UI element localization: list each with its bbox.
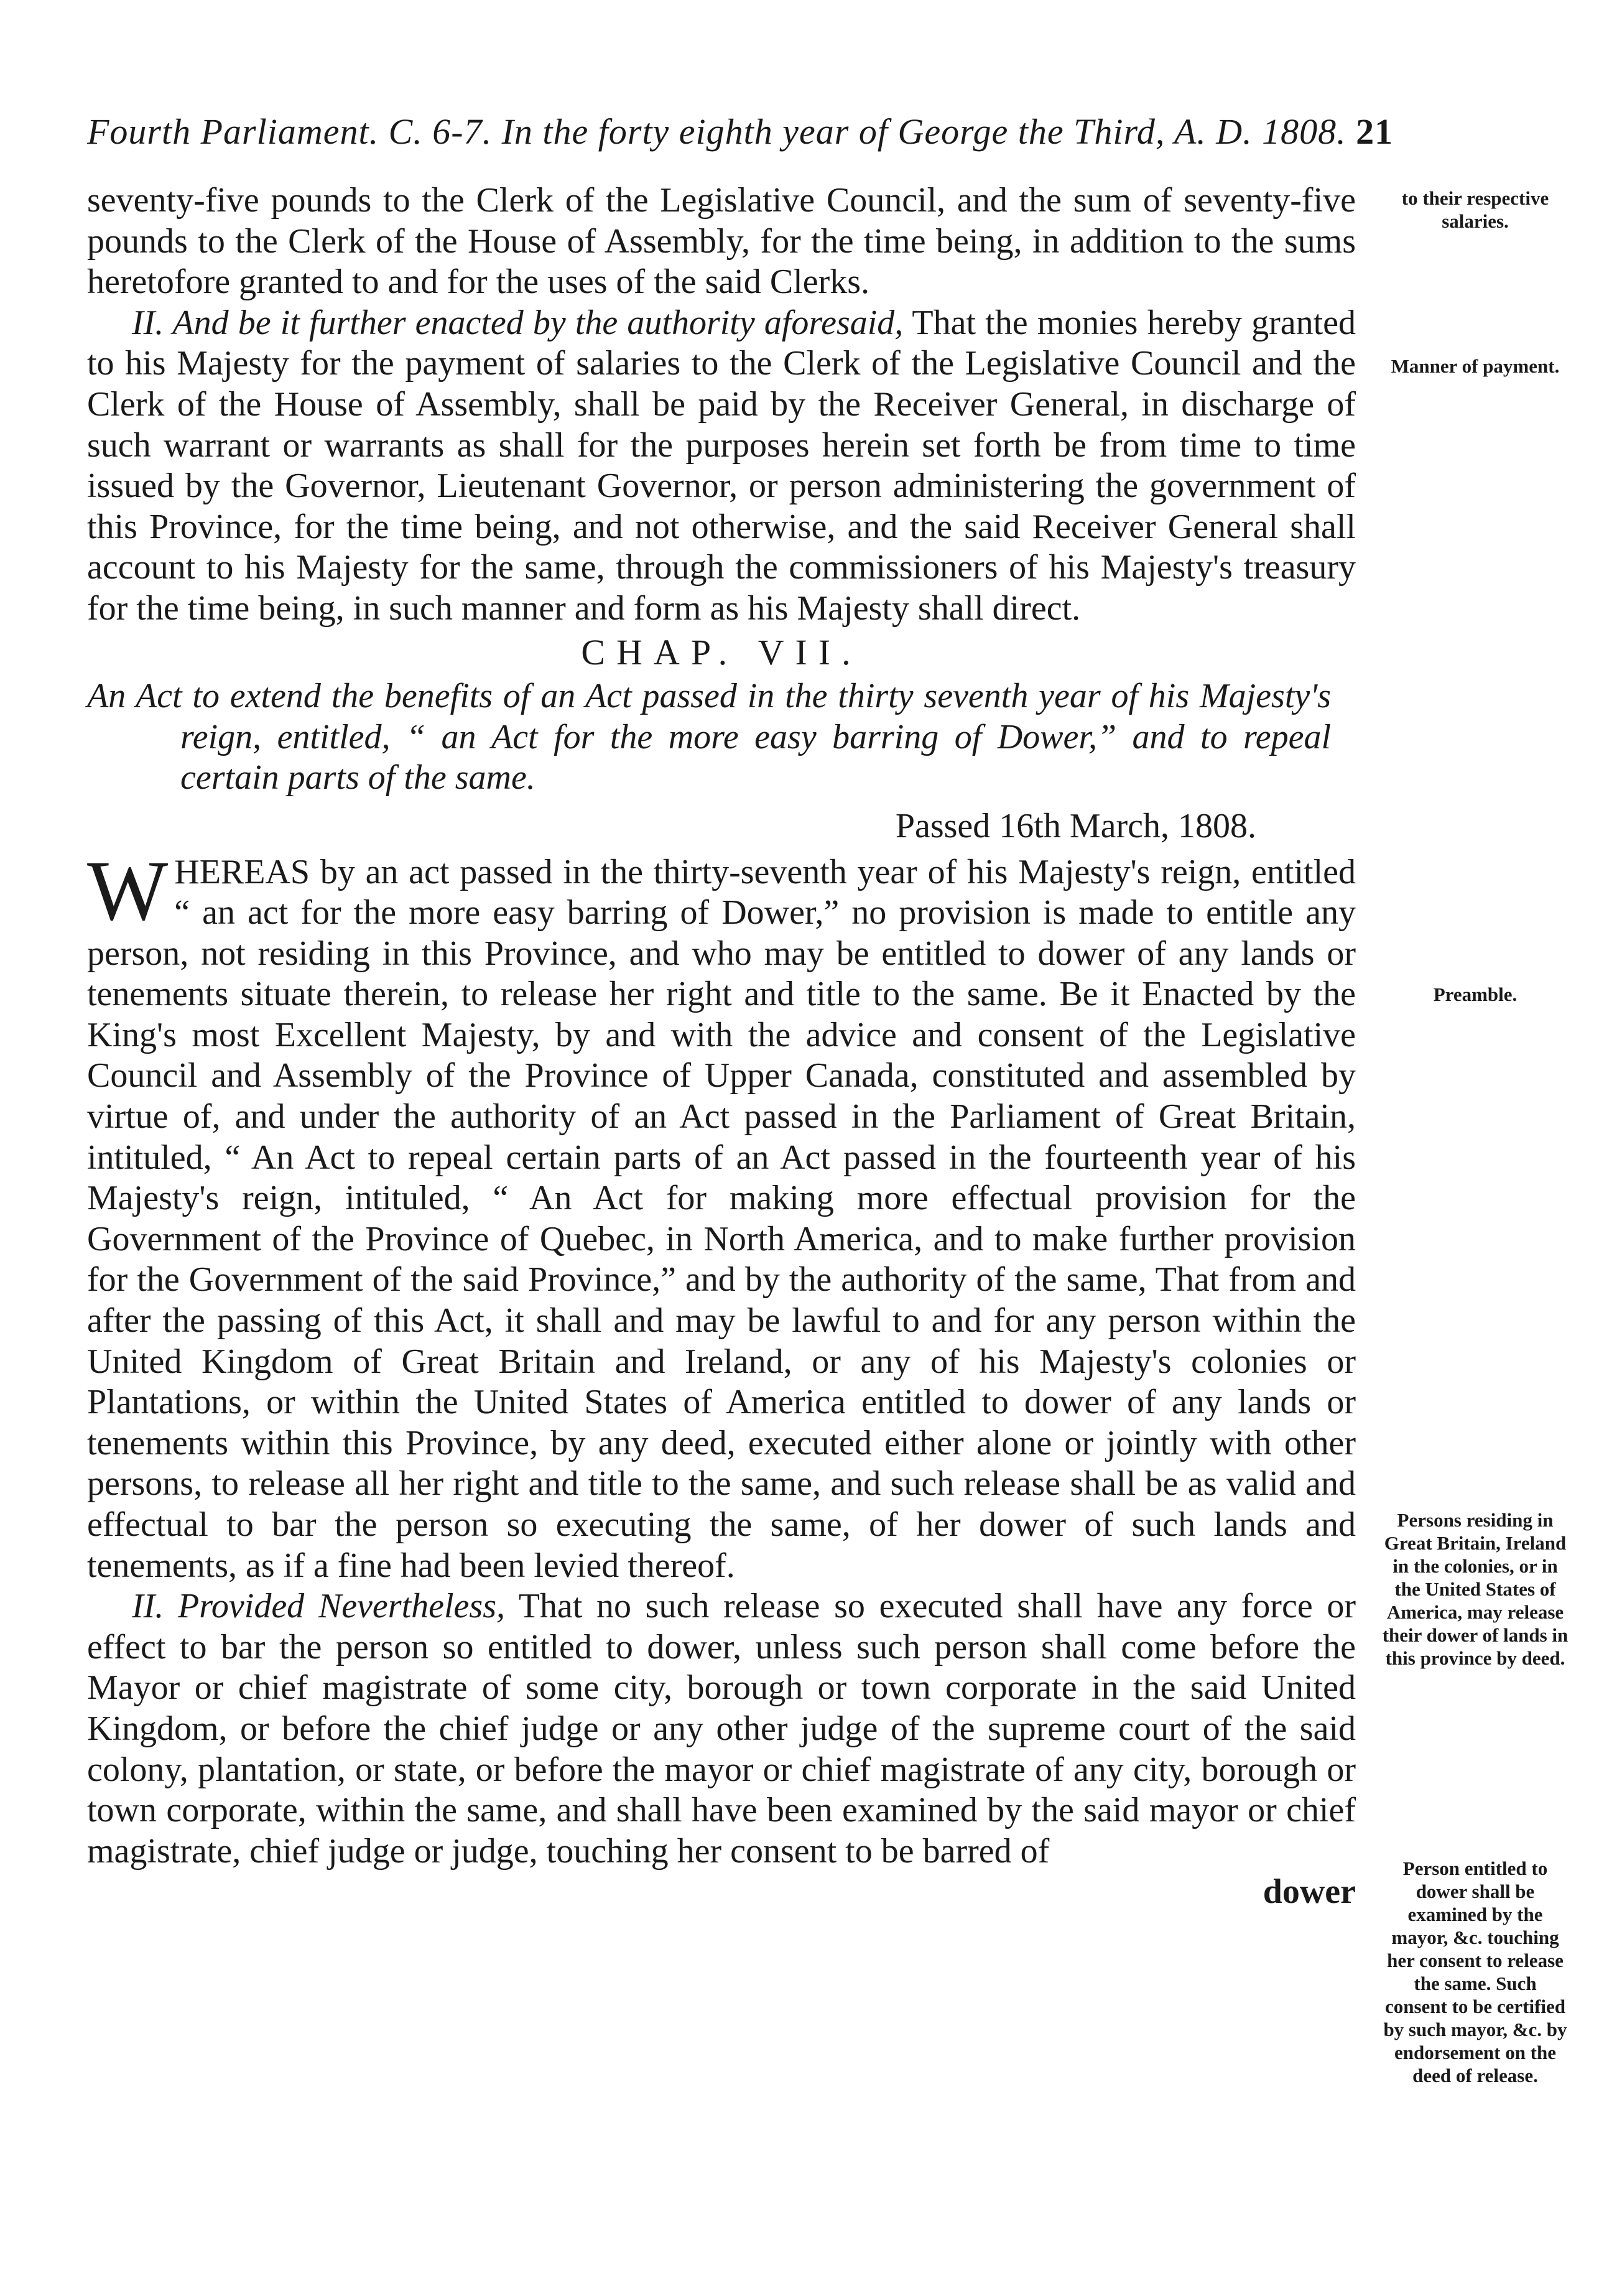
act-title: An Act to extend the benefits of an Act passed in the thirty seventh year of his Majesty's reign, entitled, “ an Act for the more easy barring of Dower,” and to repeal certain parts of the same. [87,677,1331,797]
margin-note-preamble: Preamble. [1433,983,1518,1005]
proviso-paragraph [87,1586,1356,1872]
section-ii-paragraph [87,303,1356,630]
section-ii-lead: II. And be it further enacted by the authority aforesaid, [132,303,904,342]
catchword: dower [1263,1872,1356,1912]
running-title: Fourth Parliament. C. 6-7. In the forty eighth year of George the Third, A. D. 1808. [87,111,1346,152]
proviso-lead: II. Provided Nevertheless, [132,1587,505,1626]
margin-note-persons: Persons residing in Great Britain, Ireland in the colonies, or in the United States of America, may release their dower of lands in this province by deed. [1382,1509,1569,1669]
margin-note-salaries: to their respective salaries. [1401,187,1549,232]
running-header [87,111,1580,152]
margin-note-examined: Person entitled to dower shall be examined by the mayor, &c. touching her consent to release the same. Such consent to be certified by such mayor, &c. by endorsement on the deed of release. [1383,1857,1567,2086]
section-ii-body: That the monies hereby granted to his Majesty for the payment of salaries to the Clerk of the Legislative Council and the Clerk of the House of Assembly, shall be paid by the Receiver General, in discharge of such warrant or warrants as shall for the purposes herein set forth be from time to time issued by the Governor, Lieutenant Governor, or person administering the government of this Province, for the time being, and not otherwise, and the said Receiver General shall account to his Majesty for the same, through the commissioners of his Majesty's treasury for the time being, in such manner and form as his Majesty shall direct. [87,303,1356,628]
page-number: 21 [1356,111,1394,152]
passed-date: Passed 16th March, 1808. [895,806,1256,845]
chapter-heading: CHAP. VII. [581,631,862,672]
whereas-paragraph: WHEREAS by an act passed in the thirty-seventh year of his Majesty's reign, entitled “ an act for the more easy barring of Dower,” no provision is made to entitle any person, not residing in this Province, and who may be entitled to dower of any lands or tenements situate therein, to release her right and title to the same. Be it Enacted by the King's most Excellent Majesty, by and with the advice and consent of the Legislative Council and Assembly of the Province of Upper Canada, constituted and assembled by virtue of, and under the authority of an Act passed in the Parliament of Great Britain, intituled, “ An Act to repeal certain parts of an Act passed in the fourteenth year of his Majesty's reign, intituled, “ An Act for making more effectual provision for the Government of the Province of Quebec, in North America, and to make further provision for the Government of the said Province,” and by the authority of the same, That from and after the passing of this Act, it shall and may be lawful to and for any person within the United Kingdom of Great Britain and Ireland, or any of his Majesty's colonies or Plantations, or within the United States of America entitled to dower of any lands or tenements within this Province, by any deed, executed either alone or jointly with other persons, to release all her right and title to the same, and such release shall be as valid and effectual to bar the person so executing the same, of her dower of such lands and tenements, as if a fine had been levied thereof. [87,842,1356,1585]
proviso-body: That no such release so executed shall have any force or effect to bar the person so entitled to dower, unless such person shall come before the Mayor or chief magistrate of some city, borough or town corporate in the said United Kingdom, or before the chief judge or any other judge of the supreme court of the said colony, plantation, or state, or before the mayor or chief magistrate of any city, borough or town corporate, within the same, and shall have been examined by the said mayor or chief magistrate, chief judge or judge, touching her consent to be barred of [87,1587,1356,1871]
continuation-paragraph: seventy-five pounds to the Clerk of the Legislative Council, and the sum of seventy-five pounds to the Clerk of the House of Assembly, for the time being, in addition to the sums heretofore granted to and for the uses of the said Clerks. [87,181,1356,302]
margin-note-payment: Manner of payment. [1391,355,1560,377]
main-text-column [87,180,1356,1913]
